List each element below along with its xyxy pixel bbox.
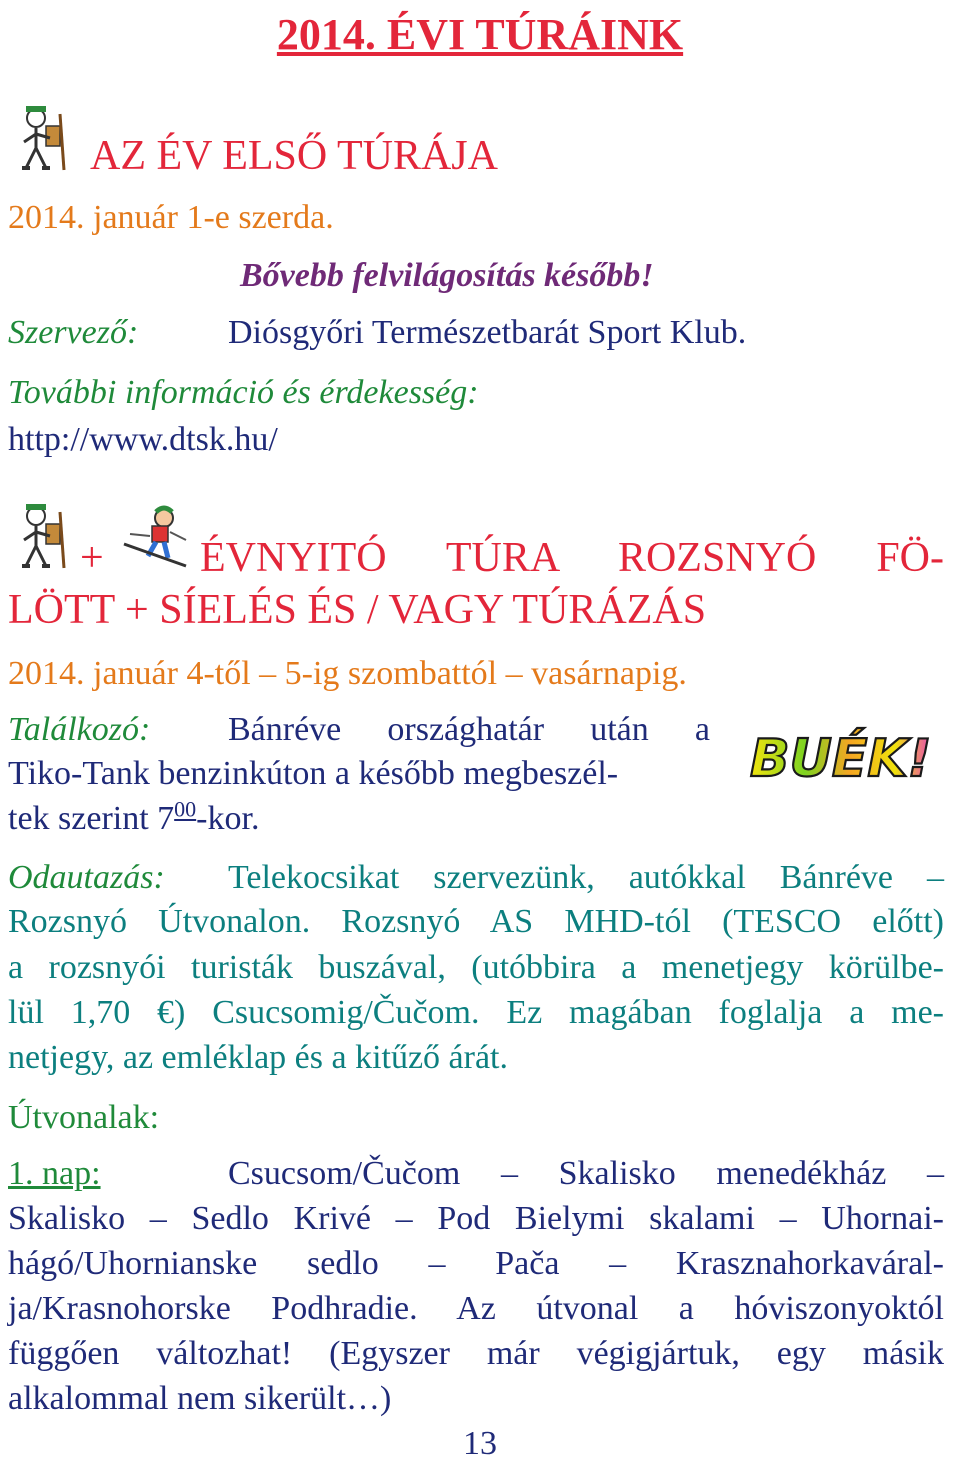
buek-text: BUÉK! [750,729,932,789]
day1-line1: Csucsom/Čučom – Skalisko menedékház – [228,1155,944,1192]
page-title: 2014. ÉVI TÚRÁINK [276,10,684,59]
organizer-value: Diósgyőri Természetbarát Sport Klub. [228,314,747,351]
day1-label: 1. nap: [8,1155,101,1192]
hiker-icon-2 [12,502,72,572]
tour1-date: 2014. január 1-e szerda. [8,199,334,236]
day1-line4: ja/Krasnohorske Podhradie. Az útvonal a hóviszonyoktól [8,1290,944,1327]
travel-line3: a rozsnyói turisták buszával, (utóbbira a menetjegy körülbe- [8,949,944,986]
meeting-label: Találkozó: [8,711,151,748]
routes-label: Útvonalak: [8,1099,160,1136]
travel-line5: netjegy, az emléklap és a kitűző árát. [8,1039,509,1076]
tour2-heading-line2: LÖTT + SÍELÉS ÉS / VAGY TÚRÁZÁS [8,587,707,633]
day1-line3: hágó/Uhornianske sedlo – Pača – Krasznahorkaváral- [8,1245,944,1282]
further-info-label: További információ és érdekesség: [8,374,479,411]
meeting-line1: Bánréve országhatár után a [228,711,710,748]
meeting-line3-post: -kor. [196,800,260,837]
travel-line1: Telekocsikat szervezünk, autókkal Bánréve – [228,859,944,896]
tour1-url[interactable]: http://www.dtsk.hu/ [8,421,278,458]
travel-label: Odautazás: [8,859,165,896]
tour2-heading-line1: ÉVNYITÓ TÚRA ROZSNYÓ FÖ- [200,535,944,581]
buek-graphic [746,722,932,789]
meeting-time-sup: 00 [174,796,197,822]
tour1-more-info: Bővebb felvilágosítás később! [240,257,654,294]
travel-line2: Rozsnyó Útvonalon. Rozsnyó AS MHD-tól (TESCO előtt) [8,903,944,940]
tour2-date: 2014. január 4-től – 5-ig szombattól – vasárnapig. [8,655,687,692]
day1-line5: függően változhat! (Egyszer már végigjártuk, egy másik [8,1335,944,1372]
tour2-plus: + [80,535,104,581]
meeting-line3-pre: tek szerint 7 [8,800,175,837]
day1-line2: Skalisko – Sedlo Krivé – Pod Bielymi skalami – Uhornai- [8,1200,944,1237]
tour1-heading: AZ ÉV ELSŐ TÚRÁJA [90,133,498,179]
meeting-line2: Tiko-Tank benzinkúton a később megbeszél- [8,755,619,792]
skier-icon [120,504,190,570]
travel-line4: lül 1,70 €) Csucsomig/Čučom. Ez magában foglalja a me- [8,994,944,1031]
meeting-line3 [8,797,259,841]
hiker-icon [12,104,72,174]
day1-line6: alkalommal nem sikerült…) [8,1380,392,1417]
page-number: 13 [463,1425,497,1462]
organizer-label: Szervező: [8,314,139,351]
